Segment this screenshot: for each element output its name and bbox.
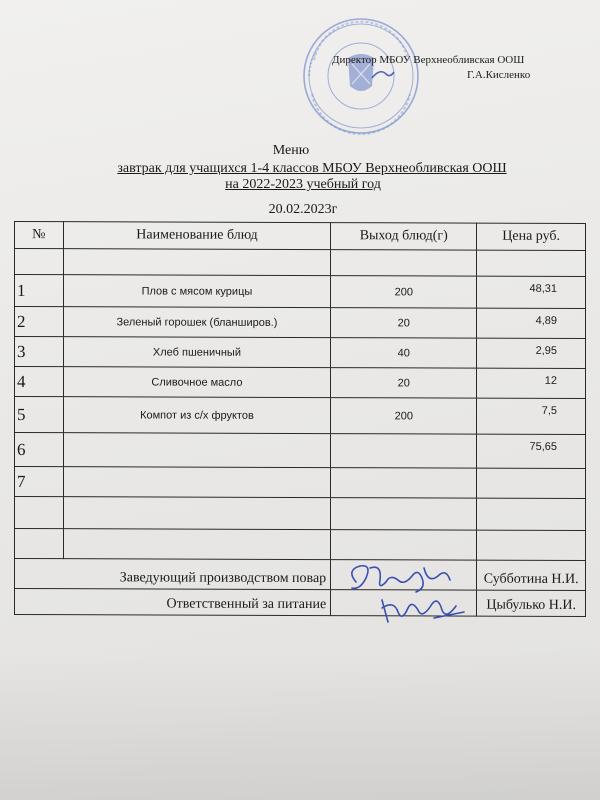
dish-name bbox=[63, 467, 330, 498]
row-number bbox=[15, 497, 64, 529]
official-stamp bbox=[300, 16, 422, 136]
school-year: на 2022-2023 учебный год bbox=[225, 177, 381, 192]
dish-name: Хлеб пшеничный bbox=[63, 337, 330, 368]
dish-name bbox=[63, 529, 330, 560]
dish-output: 200 bbox=[331, 276, 477, 309]
dish-output bbox=[331, 498, 477, 531]
menu-date: 20.02.2023г bbox=[268, 202, 338, 217]
dish-price bbox=[477, 530, 586, 560]
dish-name: Сливочное масло bbox=[63, 367, 330, 398]
approval-block bbox=[332, 54, 531, 81]
dish-output bbox=[331, 468, 477, 499]
column-header-price: Цена руб. bbox=[477, 223, 586, 250]
row-number bbox=[15, 249, 64, 275]
page-title: Меню bbox=[272, 143, 310, 158]
approval-director: Директор МБОУ Верхнеобливская ООШ bbox=[332, 54, 525, 66]
dish-output bbox=[331, 250, 477, 277]
page-subtitle: завтрак для учащихся 1-4 классов МБОУ Верхнеобливская ООШ bbox=[117, 161, 507, 176]
dish-price: 4,89 bbox=[477, 308, 586, 338]
table-row bbox=[15, 397, 586, 435]
table-row bbox=[15, 467, 586, 499]
dish-price bbox=[477, 498, 586, 530]
dish-price: 12 bbox=[477, 368, 586, 398]
row-number: 7 bbox=[15, 467, 64, 497]
dish-output: 200 bbox=[331, 398, 477, 435]
dish-output bbox=[331, 530, 477, 561]
dish-price: 7,5 bbox=[477, 398, 586, 434]
dish-price: 75,65 bbox=[477, 434, 586, 468]
signature-drawing bbox=[342, 560, 482, 632]
row-number: 5 bbox=[15, 397, 64, 433]
dish-price bbox=[477, 250, 586, 276]
table-row bbox=[15, 249, 586, 277]
row-number: 1 bbox=[15, 275, 64, 307]
table-row bbox=[15, 367, 586, 399]
footer-person: Цыбулько Н.И. bbox=[477, 590, 586, 616]
footer-role: Ответственный за питание bbox=[15, 589, 331, 616]
table-row bbox=[15, 433, 586, 469]
approval-name: Г.А.Кисленко bbox=[467, 69, 531, 81]
table-row bbox=[15, 307, 586, 339]
menu-table bbox=[14, 221, 586, 617]
table-row bbox=[15, 497, 586, 531]
table-row bbox=[15, 337, 586, 369]
dish-output: 40 bbox=[331, 338, 477, 369]
dish-name bbox=[63, 497, 330, 530]
dish-name bbox=[63, 249, 330, 276]
table-row bbox=[15, 275, 586, 309]
dish-price bbox=[477, 468, 586, 498]
dish-price: 2,95 bbox=[477, 338, 586, 368]
dish-name: Зеленый горошек (бланширов.) bbox=[63, 307, 330, 338]
table-row bbox=[15, 529, 586, 561]
row-number: 3 bbox=[15, 337, 64, 367]
dish-output bbox=[331, 434, 477, 469]
column-header-output: Выход блюд(г) bbox=[331, 223, 477, 251]
column-header-dish: Наименование блюд bbox=[63, 222, 330, 250]
dish-name: Компот из с/х фруктов bbox=[63, 397, 330, 434]
dish-output: 20 bbox=[331, 368, 477, 399]
dish-price: 48,31 bbox=[477, 276, 586, 308]
dish-name: Плов с мясом курицы bbox=[63, 275, 330, 308]
row-number bbox=[15, 529, 64, 559]
footer-person: Субботина Н.И. bbox=[477, 560, 586, 590]
row-number: 4 bbox=[15, 367, 64, 397]
footer-row bbox=[15, 559, 586, 591]
table-header-row bbox=[15, 222, 586, 251]
column-header-number: № bbox=[15, 222, 64, 249]
row-number: 6 bbox=[15, 433, 64, 467]
dish-name bbox=[63, 433, 330, 468]
footer-role: Заведующий производством повар bbox=[15, 559, 331, 590]
dish-output: 20 bbox=[331, 308, 477, 339]
row-number: 2 bbox=[15, 307, 64, 337]
footer-row bbox=[15, 589, 586, 617]
